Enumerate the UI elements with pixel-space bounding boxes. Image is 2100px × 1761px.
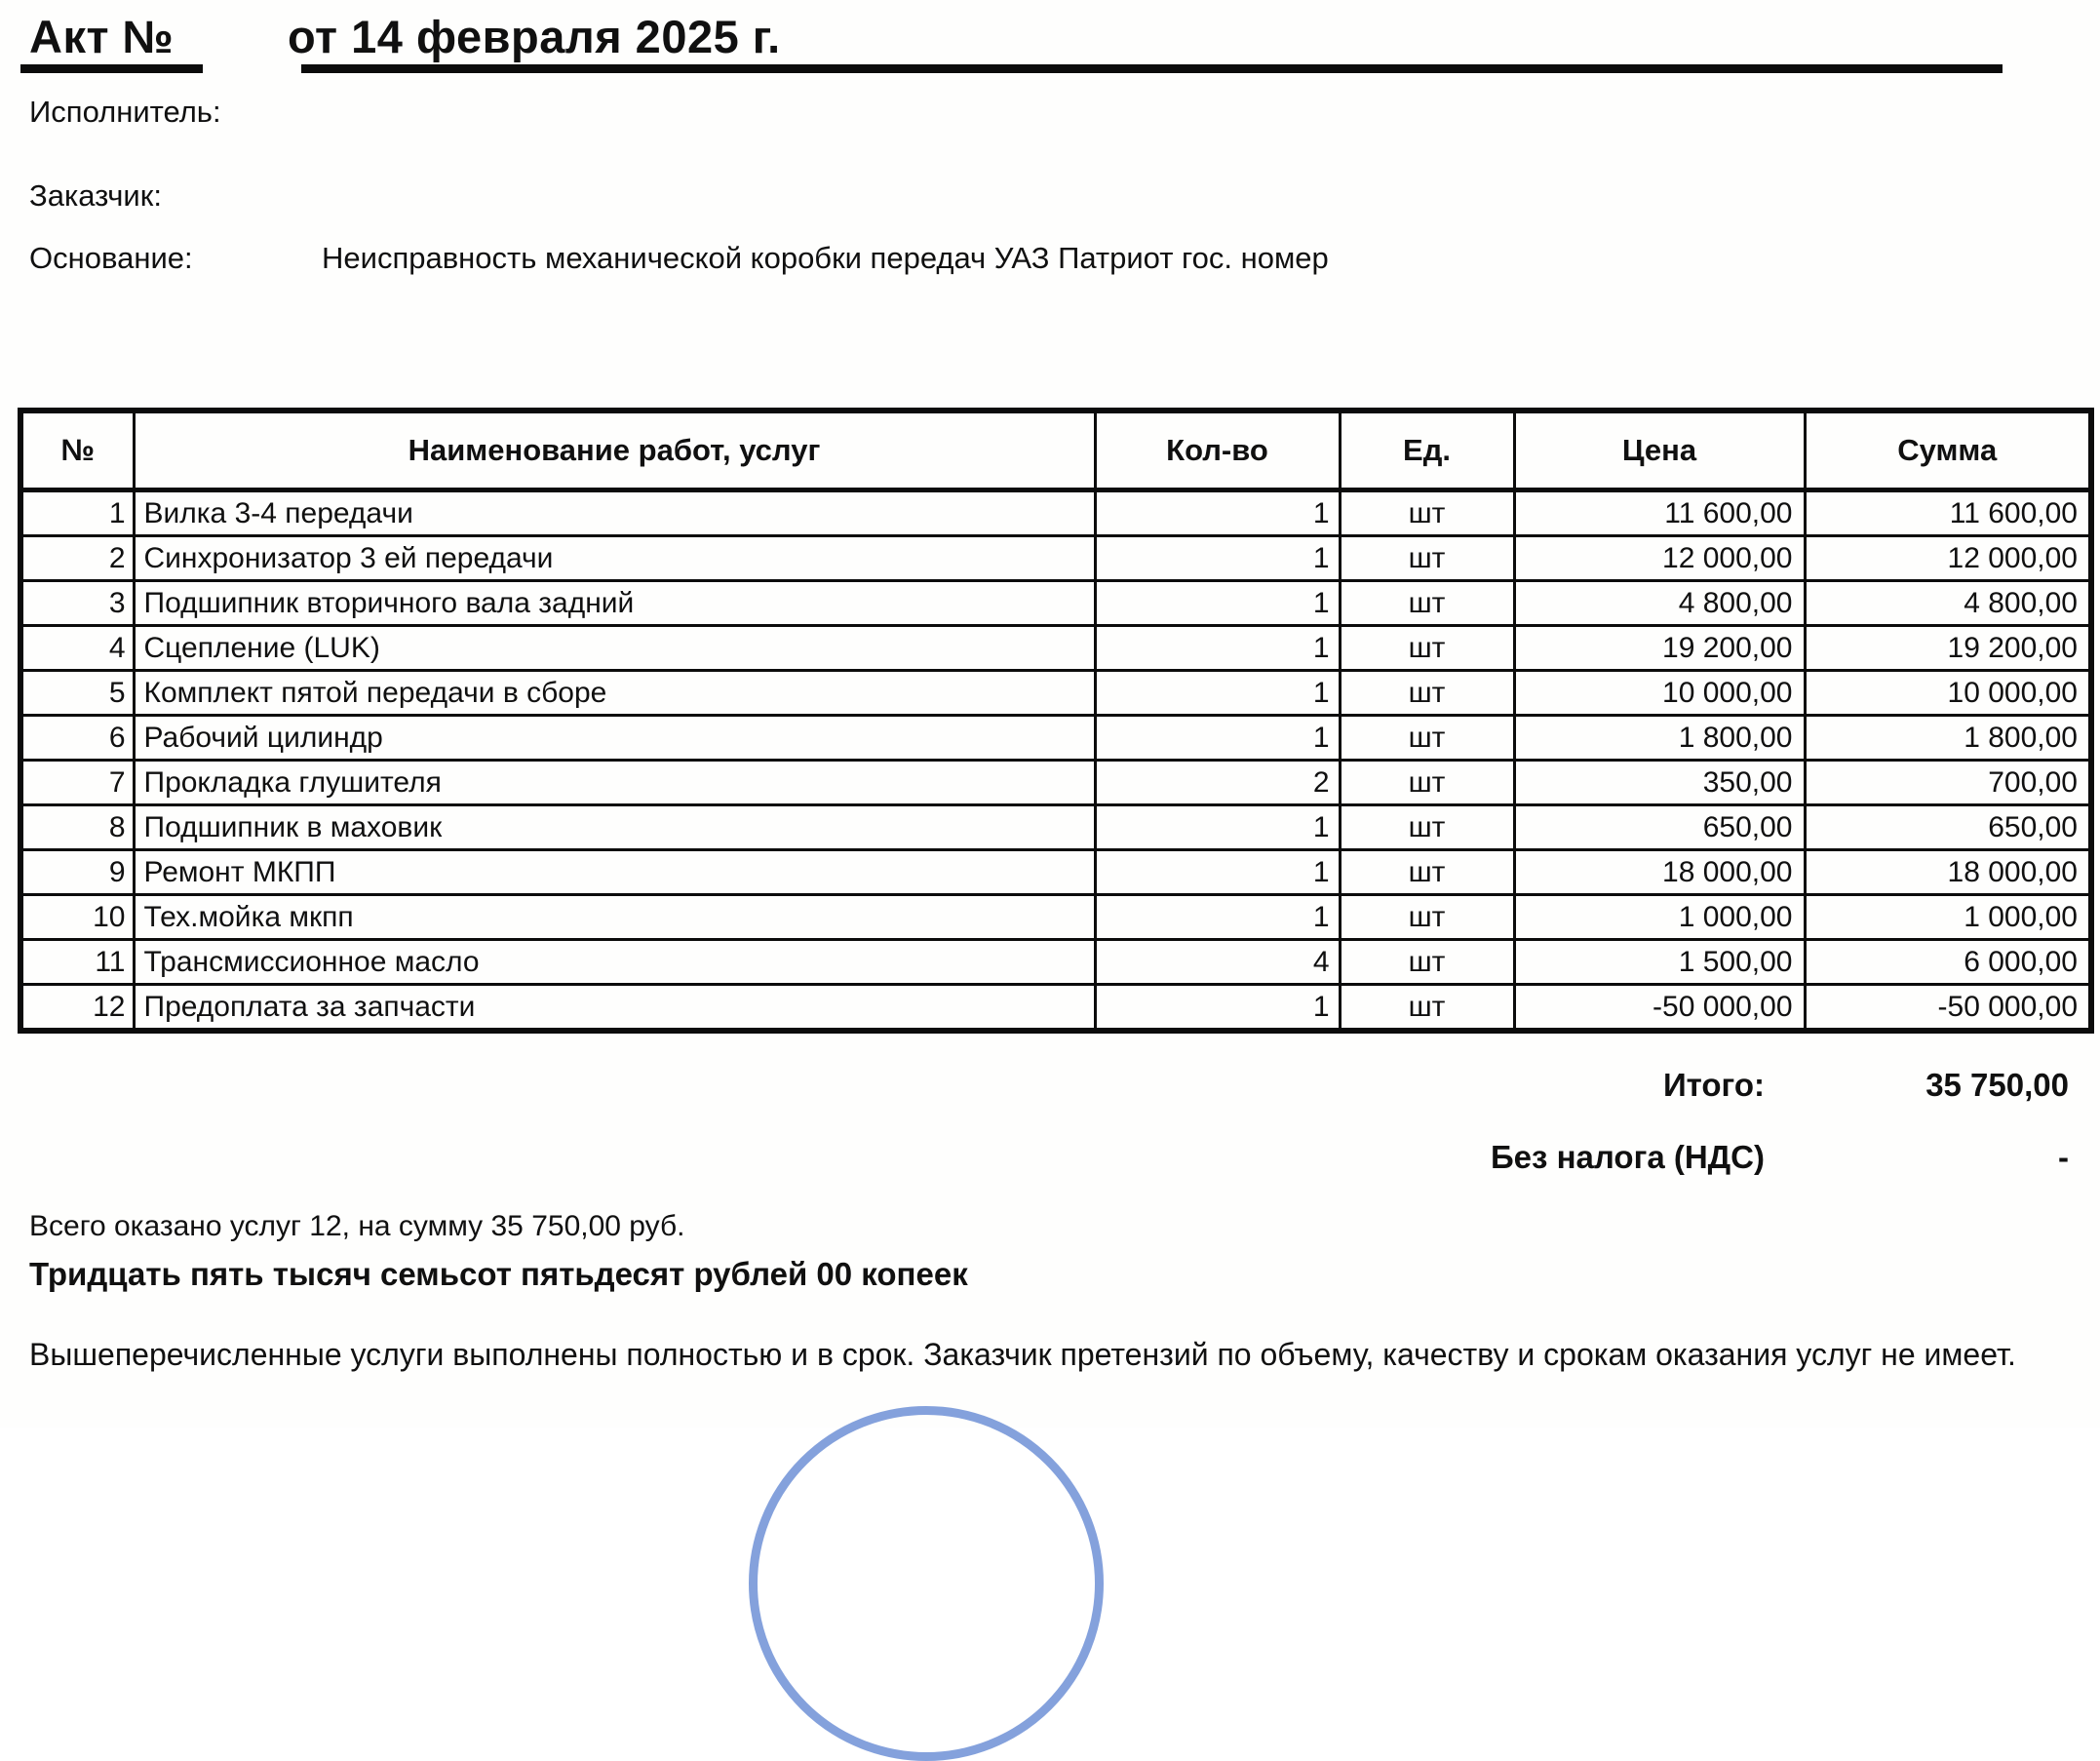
cell-price: 1 500,00 [1514, 940, 1805, 985]
total-label: Итого: [1662, 1067, 1765, 1103]
table-header-row [20, 411, 2091, 490]
services-table [18, 408, 2094, 1034]
cell-unit: шт [1340, 716, 1514, 761]
cell-quantity: 1 [1095, 626, 1340, 671]
cell-sum: 12 000,00 [1805, 536, 2091, 581]
cell-sum: 6 000,00 [1805, 940, 2091, 985]
header-unit: Ед. [1340, 411, 1514, 490]
cell-sum: 11 600,00 [1805, 490, 2091, 536]
title-underline-left [20, 64, 203, 73]
executor-label: Исполнитель: [29, 95, 221, 129]
cell-row-number: 4 [20, 626, 134, 671]
cell-service-name: Ремонт МКПП [134, 850, 1095, 895]
cell-unit: шт [1340, 581, 1514, 626]
tax-label: Без налога (НДС) [1490, 1139, 1765, 1175]
cell-quantity: 1 [1095, 805, 1340, 850]
cell-service-name: Тех.мойка мкпп [134, 895, 1095, 940]
cell-service-name: Синхронизатор 3 ей передачи [134, 536, 1095, 581]
table-row [20, 671, 2091, 716]
cell-sum: 700,00 [1805, 761, 2091, 805]
cell-sum: 4 800,00 [1805, 581, 2091, 626]
cell-quantity: 1 [1095, 536, 1340, 581]
tax-row [0, 1139, 2069, 1176]
cell-price: 12 000,00 [1514, 536, 1805, 581]
cell-price: 19 200,00 [1514, 626, 1805, 671]
cell-price: -50 000,00 [1514, 985, 1805, 1032]
closing-paragraph: Вышеперечисленные услуги выполнены полностью и в срок. Заказчик претензий по объему, качеству и срокам оказания услуг не имеет. [29, 1337, 2016, 1372]
cell-service-name: Рабочий цилиндр [134, 716, 1095, 761]
cell-price: 1 000,00 [1514, 895, 1805, 940]
cell-quantity: 1 [1095, 490, 1340, 536]
table-row [20, 490, 2091, 536]
header-num: № [20, 411, 134, 490]
table-row [20, 581, 2091, 626]
cell-unit: шт [1340, 536, 1514, 581]
cell-sum: 19 200,00 [1805, 626, 2091, 671]
cell-unit: шт [1340, 671, 1514, 716]
act-date-label: от 14 февраля 2025 г. [288, 11, 781, 62]
cell-unit: шт [1340, 626, 1514, 671]
services-count-line: Всего оказано услуг 12, на сумму 35 750,00 руб. [29, 1210, 685, 1242]
cell-row-number: 3 [20, 581, 134, 626]
cell-sum: 10 000,00 [1805, 671, 2091, 716]
cell-quantity: 1 [1095, 850, 1340, 895]
basis-row [29, 241, 1329, 276]
cell-unit: шт [1340, 940, 1514, 985]
cell-row-number: 9 [20, 850, 134, 895]
table-row [20, 895, 2091, 940]
cell-quantity: 1 [1095, 895, 1340, 940]
header-sum: Сумма [1805, 411, 2091, 490]
table-row [20, 626, 2091, 671]
table-row [20, 716, 2091, 761]
basis-value: Неисправность механической коробки передач УАЗ Патриот гос. номер [322, 241, 1329, 275]
table-row [20, 761, 2091, 805]
table-row [20, 985, 2091, 1032]
cell-quantity: 1 [1095, 671, 1340, 716]
stamp-arc [749, 1406, 1104, 1761]
customer-label: Заказчик: [29, 178, 162, 213]
table-row [20, 850, 2091, 895]
total-value: 35 750,00 [1925, 1067, 2069, 1103]
cell-unit: шт [1340, 850, 1514, 895]
total-row [0, 1067, 2069, 1104]
cell-service-name: Трансмиссионное масло [134, 940, 1095, 985]
act-number-blank [203, 64, 301, 73]
cell-price: 650,00 [1514, 805, 1805, 850]
title-underline-right [301, 64, 2003, 73]
cell-sum: 650,00 [1805, 805, 2091, 850]
cell-row-number: 12 [20, 985, 134, 1032]
title-underline [20, 64, 2003, 73]
header-qty: Кол-во [1095, 411, 1340, 490]
cell-price: 1 800,00 [1514, 716, 1805, 761]
cell-row-number: 2 [20, 536, 134, 581]
cell-row-number: 6 [20, 716, 134, 761]
cell-service-name: Подшипник в маховик [134, 805, 1095, 850]
cell-price: 350,00 [1514, 761, 1805, 805]
cell-service-name: Сцепление (LUK) [134, 626, 1095, 671]
cell-price: 4 800,00 [1514, 581, 1805, 626]
cell-quantity: 1 [1095, 581, 1340, 626]
cell-row-number: 8 [20, 805, 134, 850]
table-row [20, 940, 2091, 985]
cell-sum: 1 000,00 [1805, 895, 2091, 940]
header-price: Цена [1514, 411, 1805, 490]
cell-sum: 1 800,00 [1805, 716, 2091, 761]
cell-unit: шт [1340, 895, 1514, 940]
cell-price: 11 600,00 [1514, 490, 1805, 536]
cell-service-name: Вилка 3-4 передачи [134, 490, 1095, 536]
cell-row-number: 5 [20, 671, 134, 716]
cell-service-name: Подшипник вторичного вала задний [134, 581, 1095, 626]
table-row [20, 536, 2091, 581]
cell-unit: шт [1340, 761, 1514, 805]
cell-service-name: Предоплата за запчасти [134, 985, 1095, 1032]
tax-value: - [2058, 1139, 2069, 1175]
cell-sum: -50 000,00 [1805, 985, 2091, 1032]
cell-unit: шт [1340, 985, 1514, 1032]
act-number-label: Акт № [29, 11, 175, 62]
cell-service-name: Прокладка глушителя [134, 761, 1095, 805]
page-title [29, 10, 781, 63]
cell-service-name: Комплект пятой передачи в сборе [134, 671, 1095, 716]
cell-quantity: 2 [1095, 761, 1340, 805]
cell-price: 18 000,00 [1514, 850, 1805, 895]
amount-in-words: Тридцать пять тысяч семьсот пятьдесят рублей 00 копеек [29, 1256, 968, 1292]
table-row [20, 805, 2091, 850]
cell-row-number: 1 [20, 490, 134, 536]
cell-quantity: 4 [1095, 940, 1340, 985]
table-body [20, 490, 2091, 1032]
cell-row-number: 11 [20, 940, 134, 985]
cell-quantity: 1 [1095, 985, 1340, 1032]
cell-unit: шт [1340, 490, 1514, 536]
header-name: Наименование работ, услуг [134, 411, 1095, 490]
basis-label: Основание: [29, 241, 193, 275]
cell-sum: 18 000,00 [1805, 850, 2091, 895]
cell-row-number: 7 [20, 761, 134, 805]
cell-price: 10 000,00 [1514, 671, 1805, 716]
cell-quantity: 1 [1095, 716, 1340, 761]
cell-unit: шт [1340, 805, 1514, 850]
cell-row-number: 10 [20, 895, 134, 940]
